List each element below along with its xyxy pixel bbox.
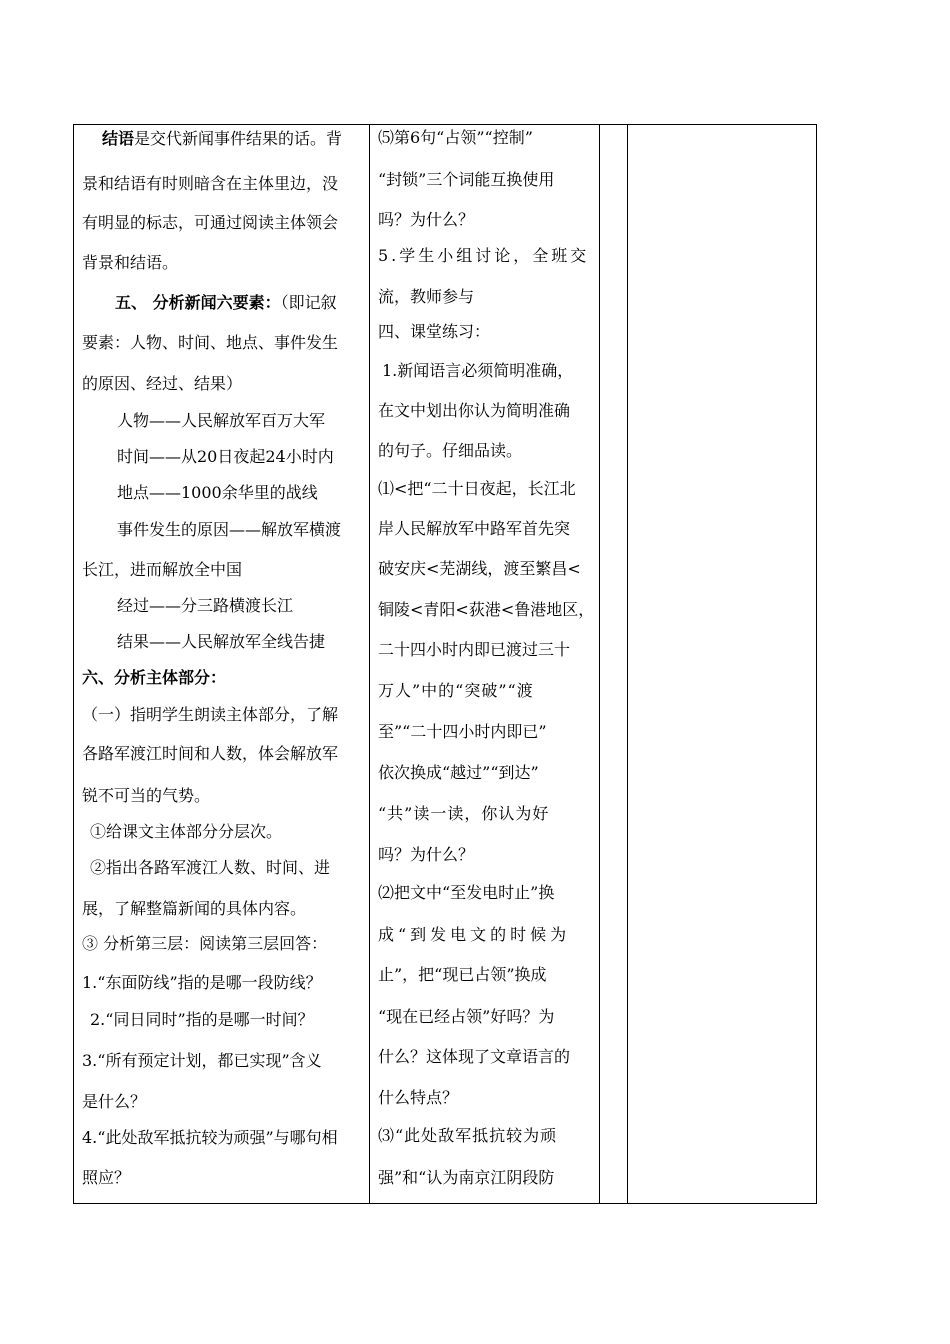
text-line: 的句子。仔细品读。 <box>378 441 523 460</box>
text-line: 1.新闻语言必须简明准确， <box>382 361 574 380</box>
text-line: 的原因、经过、结果） <box>82 374 243 393</box>
text-line: 岸人民解放军中路军首先突 <box>378 519 571 538</box>
text-line: 照应？ <box>82 1168 131 1187</box>
text-line: “现在已经占领”好吗？为 <box>378 1007 555 1026</box>
text-line: ⑶“此处敌军抵抗较为顽 <box>378 1126 558 1145</box>
text-line: 5.学生小组讨论，全班交 <box>378 246 590 265</box>
text-line: 结语是交代新闻事件结果的话。背 <box>102 129 343 148</box>
text-line: 破安庆<芜湖线，渡至繁昌< <box>378 559 581 578</box>
text-line: 吗？为什么？ <box>378 210 475 229</box>
text-line: ①给课文主体部分分层次。 <box>90 822 283 841</box>
text-line: 结果——人民解放军全线告捷 <box>117 632 326 651</box>
lesson-plan-table <box>73 124 817 1204</box>
text-line: 经过——分三路横渡长江 <box>117 596 294 615</box>
text-line: 成“到发电文的时候为 <box>378 925 571 944</box>
text-line: “共”读一读，你认为好 <box>378 804 550 823</box>
question-line: 3.“所有预定计划，都已实现”含义 <box>82 1051 322 1070</box>
text-line: ⑴<把“二十日夜起，长江北 <box>378 479 576 498</box>
text-line: 锐不可当的气势。 <box>82 786 211 805</box>
text-line: 各路军渡江时间和人数，体会解放军 <box>82 744 339 763</box>
question-line: 4.“此处敌军抵抗较为顽强”与哪句相 <box>82 1128 338 1147</box>
text-line: 至”“二十四小时内即已” <box>378 722 547 741</box>
text-line: 景和结语有时则暗含在主体里边，没 <box>82 174 339 193</box>
text-line: 人物——人民解放军百万大军 <box>117 411 326 430</box>
text-line: 强”和“认为南京江阴段防 <box>378 1168 555 1187</box>
text-line: 时间——从20日夜起24小时内 <box>117 447 334 466</box>
section-heading: 四、课堂练习： <box>378 322 491 341</box>
text-line: 是什么？ <box>82 1092 147 1111</box>
text-line: “封锁”三个词能互换使用 <box>378 170 555 189</box>
text-line: 二十四小时内即已渡过三十 <box>378 640 571 659</box>
text-line: 有明显的标志，可通过阅读主体领会 <box>82 213 339 232</box>
text-line: （一）指明学生朗读主体部分，了解 <box>82 705 339 724</box>
text-line: 流，教师参与 <box>378 287 475 306</box>
text-line: 什么特点？ <box>378 1088 459 1107</box>
text-line: ⑸第6句“占领”“控制” <box>378 128 533 147</box>
text-line: ③ 分析第三层：阅读第三层回答： <box>82 934 328 953</box>
text-line: 展，了解整篇新闻的具体内容。 <box>82 899 307 918</box>
text-line: ②指出各路军渡江人数、时间、进 <box>90 858 331 877</box>
column-divider-3 <box>627 125 628 1203</box>
text-line: 万人”中的“突破”“渡 <box>378 681 534 700</box>
text-line: 吗？为什么？ <box>378 845 475 864</box>
text-line: ⑵把文中“至发电时止”换 <box>378 883 555 902</box>
text-line: 在文中划出你认为简明准确 <box>378 401 571 420</box>
column-divider-2 <box>599 125 600 1203</box>
text-line: 止”，把“现已占领”换成 <box>378 965 547 984</box>
text-line: 什么？这体现了文章语言的 <box>378 1047 571 1066</box>
section-heading: 六、分析主体部分： <box>82 668 227 687</box>
text-line: 铜陵<青阳<荻港<鲁港地区， <box>378 600 595 619</box>
text-line: 事件发生的原因——解放军横渡 <box>117 520 342 539</box>
text-line: 长江，进而解放全中国 <box>82 560 243 579</box>
question-line: 1.“东面防线”指的是哪一段防线？ <box>82 973 322 992</box>
text-line: 要素：人物、时间、地点、事件发生 <box>82 333 339 352</box>
column-divider-1 <box>369 125 370 1203</box>
section-heading: 五、 分析新闻六要素：（即记叙 <box>115 293 337 312</box>
text-line: 背景和结语。 <box>82 253 179 272</box>
question-line: 2.“同日同时”指的是哪一时间？ <box>90 1010 314 1029</box>
text-line: 地点——1000余华里的战线 <box>117 483 318 502</box>
text-line: 依次换成“越过”“到达” <box>378 763 539 782</box>
